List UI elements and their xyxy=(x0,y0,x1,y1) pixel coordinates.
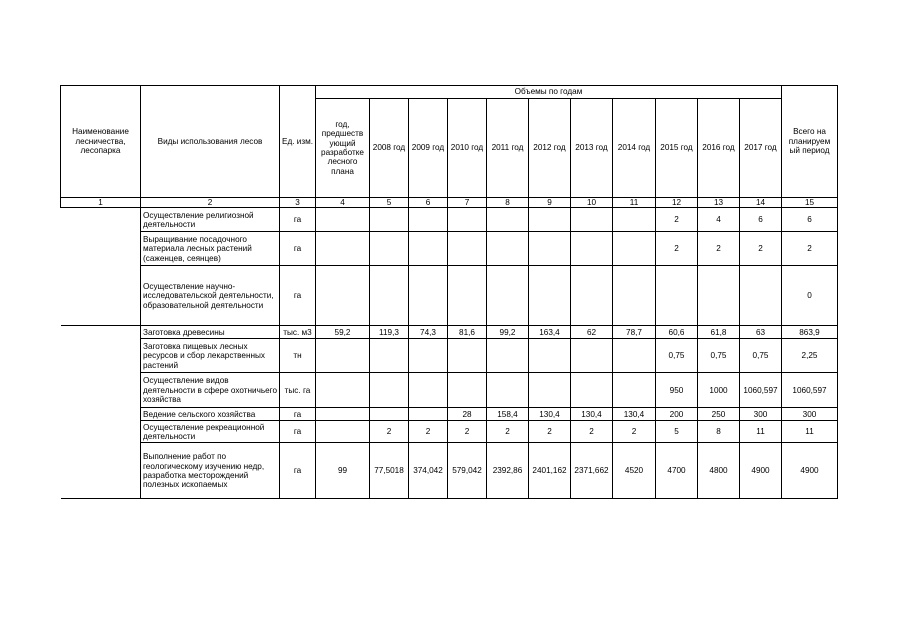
value-cell xyxy=(613,232,656,266)
value-cell xyxy=(316,421,370,443)
value-cell xyxy=(370,373,409,408)
value-cell: 1000 xyxy=(698,373,740,408)
forest-use-type: Осуществление рекреационной деятельности xyxy=(141,421,280,443)
forest-use-table xyxy=(60,85,838,499)
value-cell: 130,4 xyxy=(613,408,656,421)
unit-cell: тыс. м3 xyxy=(280,326,316,339)
value-cell xyxy=(613,266,656,326)
forest-use-type: Заготовка пищевых лесных ресурсов и сбор лекарственных растений xyxy=(141,339,280,373)
forest-use-type: Осуществление видов деятельности в сфере охотничьего хозяйства xyxy=(141,373,280,408)
unit-cell: га xyxy=(280,232,316,266)
value-cell: 2371,662 xyxy=(571,443,613,499)
value-cell: 0,75 xyxy=(698,339,740,373)
value-cell xyxy=(571,339,613,373)
header-forest-use-type: Виды использования лесов xyxy=(141,86,280,198)
value-cell xyxy=(529,208,571,232)
table-row xyxy=(61,266,838,326)
forest-use-type: Выполнение работ по геологическому изучению недр, разработка месторождений полезных ископаемых xyxy=(141,443,280,499)
header-year-9: 2016 год xyxy=(698,99,740,198)
forestry-name-cell xyxy=(61,339,141,373)
column-number: 3 xyxy=(280,198,316,208)
total-cell: 0 xyxy=(782,266,838,326)
column-number: 4 xyxy=(316,198,370,208)
total-cell: 11 xyxy=(782,421,838,443)
value-cell: 61,8 xyxy=(698,326,740,339)
value-cell: 2 xyxy=(409,421,448,443)
value-cell: 62 xyxy=(571,326,613,339)
unit-cell: тыс. га xyxy=(280,373,316,408)
value-cell: 59,2 xyxy=(316,326,370,339)
value-cell xyxy=(448,208,487,232)
value-cell: 81,6 xyxy=(448,326,487,339)
value-cell: 2 xyxy=(571,421,613,443)
header-year-4: 2011 год xyxy=(487,99,529,198)
unit-cell: га xyxy=(280,408,316,421)
table-row xyxy=(61,443,838,499)
value-cell xyxy=(613,208,656,232)
value-cell: 60,6 xyxy=(656,326,698,339)
value-cell xyxy=(613,373,656,408)
value-cell: 5 xyxy=(656,421,698,443)
value-cell: 130,4 xyxy=(529,408,571,421)
column-number: 1 xyxy=(61,198,141,208)
value-cell xyxy=(529,339,571,373)
column-number: 15 xyxy=(782,198,838,208)
value-cell: 374,042 xyxy=(409,443,448,499)
value-cell: 78,7 xyxy=(613,326,656,339)
value-cell: 4700 xyxy=(656,443,698,499)
header-volumes-by-year: Объемы по годам xyxy=(316,86,782,99)
value-cell: 2 xyxy=(529,421,571,443)
value-cell: 2401,162 xyxy=(529,443,571,499)
value-cell xyxy=(529,373,571,408)
column-number: 9 xyxy=(529,198,571,208)
value-cell xyxy=(370,208,409,232)
header-year-3: 2010 год xyxy=(448,99,487,198)
value-cell xyxy=(571,373,613,408)
table-row xyxy=(61,208,838,232)
value-cell xyxy=(316,208,370,232)
value-cell xyxy=(370,266,409,326)
value-cell xyxy=(487,208,529,232)
value-cell: 2 xyxy=(448,421,487,443)
value-cell: 6 xyxy=(740,208,782,232)
total-cell: 300 xyxy=(782,408,838,421)
column-number: 7 xyxy=(448,198,487,208)
header-year-8: 2015 год xyxy=(656,99,698,198)
value-cell: 28 xyxy=(448,408,487,421)
value-cell xyxy=(448,339,487,373)
value-cell: 4900 xyxy=(740,443,782,499)
forest-use-type: Осуществление научно-исследовательской деятельности, образовательной деятельности xyxy=(141,266,280,326)
value-cell: 579,042 xyxy=(448,443,487,499)
value-cell xyxy=(370,408,409,421)
value-cell xyxy=(571,232,613,266)
header-year-7: 2014 год xyxy=(613,99,656,198)
value-cell: 4800 xyxy=(698,443,740,499)
table-row xyxy=(61,232,838,266)
total-cell: 1060,597 xyxy=(782,373,838,408)
value-cell xyxy=(316,339,370,373)
value-cell xyxy=(409,232,448,266)
column-number: 8 xyxy=(487,198,529,208)
table-row xyxy=(61,373,838,408)
forest-use-type: Выращивание посадочного материала лесных растений (саженцев, сеянцев) xyxy=(141,232,280,266)
value-cell: 2 xyxy=(698,232,740,266)
unit-cell: га xyxy=(280,208,316,232)
value-cell xyxy=(487,266,529,326)
value-cell xyxy=(529,266,571,326)
total-cell: 863,9 xyxy=(782,326,838,339)
header-forestry-name: Наименование лесничества, лесопарка xyxy=(61,86,141,198)
total-cell: 6 xyxy=(782,208,838,232)
value-cell: 200 xyxy=(656,408,698,421)
value-cell xyxy=(487,232,529,266)
value-cell: 77,5018 xyxy=(370,443,409,499)
forestry-name-cell xyxy=(61,326,141,339)
value-cell xyxy=(409,208,448,232)
value-cell xyxy=(448,373,487,408)
unit-cell: га xyxy=(280,421,316,443)
value-cell xyxy=(448,232,487,266)
total-cell: 4900 xyxy=(782,443,838,499)
value-cell xyxy=(409,373,448,408)
value-cell: 2 xyxy=(656,208,698,232)
value-cell: 2 xyxy=(370,421,409,443)
header-year-10: 2017 год xyxy=(740,99,782,198)
forest-use-type: Заготовка древесины xyxy=(141,326,280,339)
value-cell: 2392,86 xyxy=(487,443,529,499)
value-cell: 119,3 xyxy=(370,326,409,339)
value-cell xyxy=(656,266,698,326)
total-cell: 2,25 xyxy=(782,339,838,373)
header-year-1: 2008 год xyxy=(370,99,409,198)
value-cell xyxy=(571,266,613,326)
table-row xyxy=(61,326,838,339)
value-cell: 300 xyxy=(740,408,782,421)
header-unit: Ед. изм. xyxy=(280,86,316,198)
value-cell xyxy=(487,339,529,373)
unit-cell: га xyxy=(280,443,316,499)
value-cell: 4520 xyxy=(613,443,656,499)
header-year-2: 2009 год xyxy=(409,99,448,198)
value-cell xyxy=(316,266,370,326)
value-cell xyxy=(409,408,448,421)
value-cell: 2 xyxy=(613,421,656,443)
value-cell: 2 xyxy=(656,232,698,266)
value-cell xyxy=(448,266,487,326)
column-number: 11 xyxy=(613,198,656,208)
value-cell xyxy=(487,373,529,408)
value-cell: 163,4 xyxy=(529,326,571,339)
value-cell xyxy=(698,266,740,326)
header-preceding-year: год, предшеств ующий разработке лесного плана xyxy=(316,99,370,198)
value-cell: 0,75 xyxy=(656,339,698,373)
value-cell xyxy=(740,266,782,326)
value-cell: 2 xyxy=(740,232,782,266)
table-row xyxy=(61,339,838,373)
value-cell xyxy=(316,232,370,266)
value-cell: 130,4 xyxy=(571,408,613,421)
column-number: 10 xyxy=(571,198,613,208)
value-cell xyxy=(370,339,409,373)
value-cell xyxy=(409,339,448,373)
header-year-6: 2013 год xyxy=(571,99,613,198)
forestry-name-cell xyxy=(61,208,141,232)
value-cell: 158,4 xyxy=(487,408,529,421)
value-cell: 4 xyxy=(698,208,740,232)
column-number: 13 xyxy=(698,198,740,208)
value-cell xyxy=(529,232,571,266)
forestry-name-cell xyxy=(61,266,141,326)
column-number: 6 xyxy=(409,198,448,208)
unit-cell: тн xyxy=(280,339,316,373)
total-cell: 2 xyxy=(782,232,838,266)
value-cell: 74,3 xyxy=(409,326,448,339)
value-cell: 63 xyxy=(740,326,782,339)
forest-use-type: Ведение сельского хозяйства xyxy=(141,408,280,421)
forestry-name-cell xyxy=(61,373,141,408)
forest-use-type: Осуществление религиозной деятельности xyxy=(141,208,280,232)
column-number: 14 xyxy=(740,198,782,208)
column-number: 2 xyxy=(141,198,280,208)
column-number: 5 xyxy=(370,198,409,208)
value-cell: 950 xyxy=(656,373,698,408)
forestry-name-cell xyxy=(61,443,141,499)
value-cell: 99,2 xyxy=(487,326,529,339)
value-cell: 250 xyxy=(698,408,740,421)
value-cell xyxy=(316,408,370,421)
forestry-name-cell xyxy=(61,408,141,421)
value-cell: 0,75 xyxy=(740,339,782,373)
header-year-5: 2012 год xyxy=(529,99,571,198)
value-cell xyxy=(409,266,448,326)
table-row xyxy=(61,408,838,421)
value-cell xyxy=(316,373,370,408)
unit-cell: га xyxy=(280,266,316,326)
value-cell: 2 xyxy=(487,421,529,443)
value-cell: 11 xyxy=(740,421,782,443)
value-cell xyxy=(613,339,656,373)
value-cell: 99 xyxy=(316,443,370,499)
table-row xyxy=(61,421,838,443)
value-cell xyxy=(571,208,613,232)
forestry-name-cell xyxy=(61,421,141,443)
column-number: 12 xyxy=(656,198,698,208)
value-cell xyxy=(370,232,409,266)
header-total: Всего на планируем ый период xyxy=(782,86,838,198)
forestry-name-cell xyxy=(61,232,141,266)
value-cell: 8 xyxy=(698,421,740,443)
value-cell: 1060,597 xyxy=(740,373,782,408)
